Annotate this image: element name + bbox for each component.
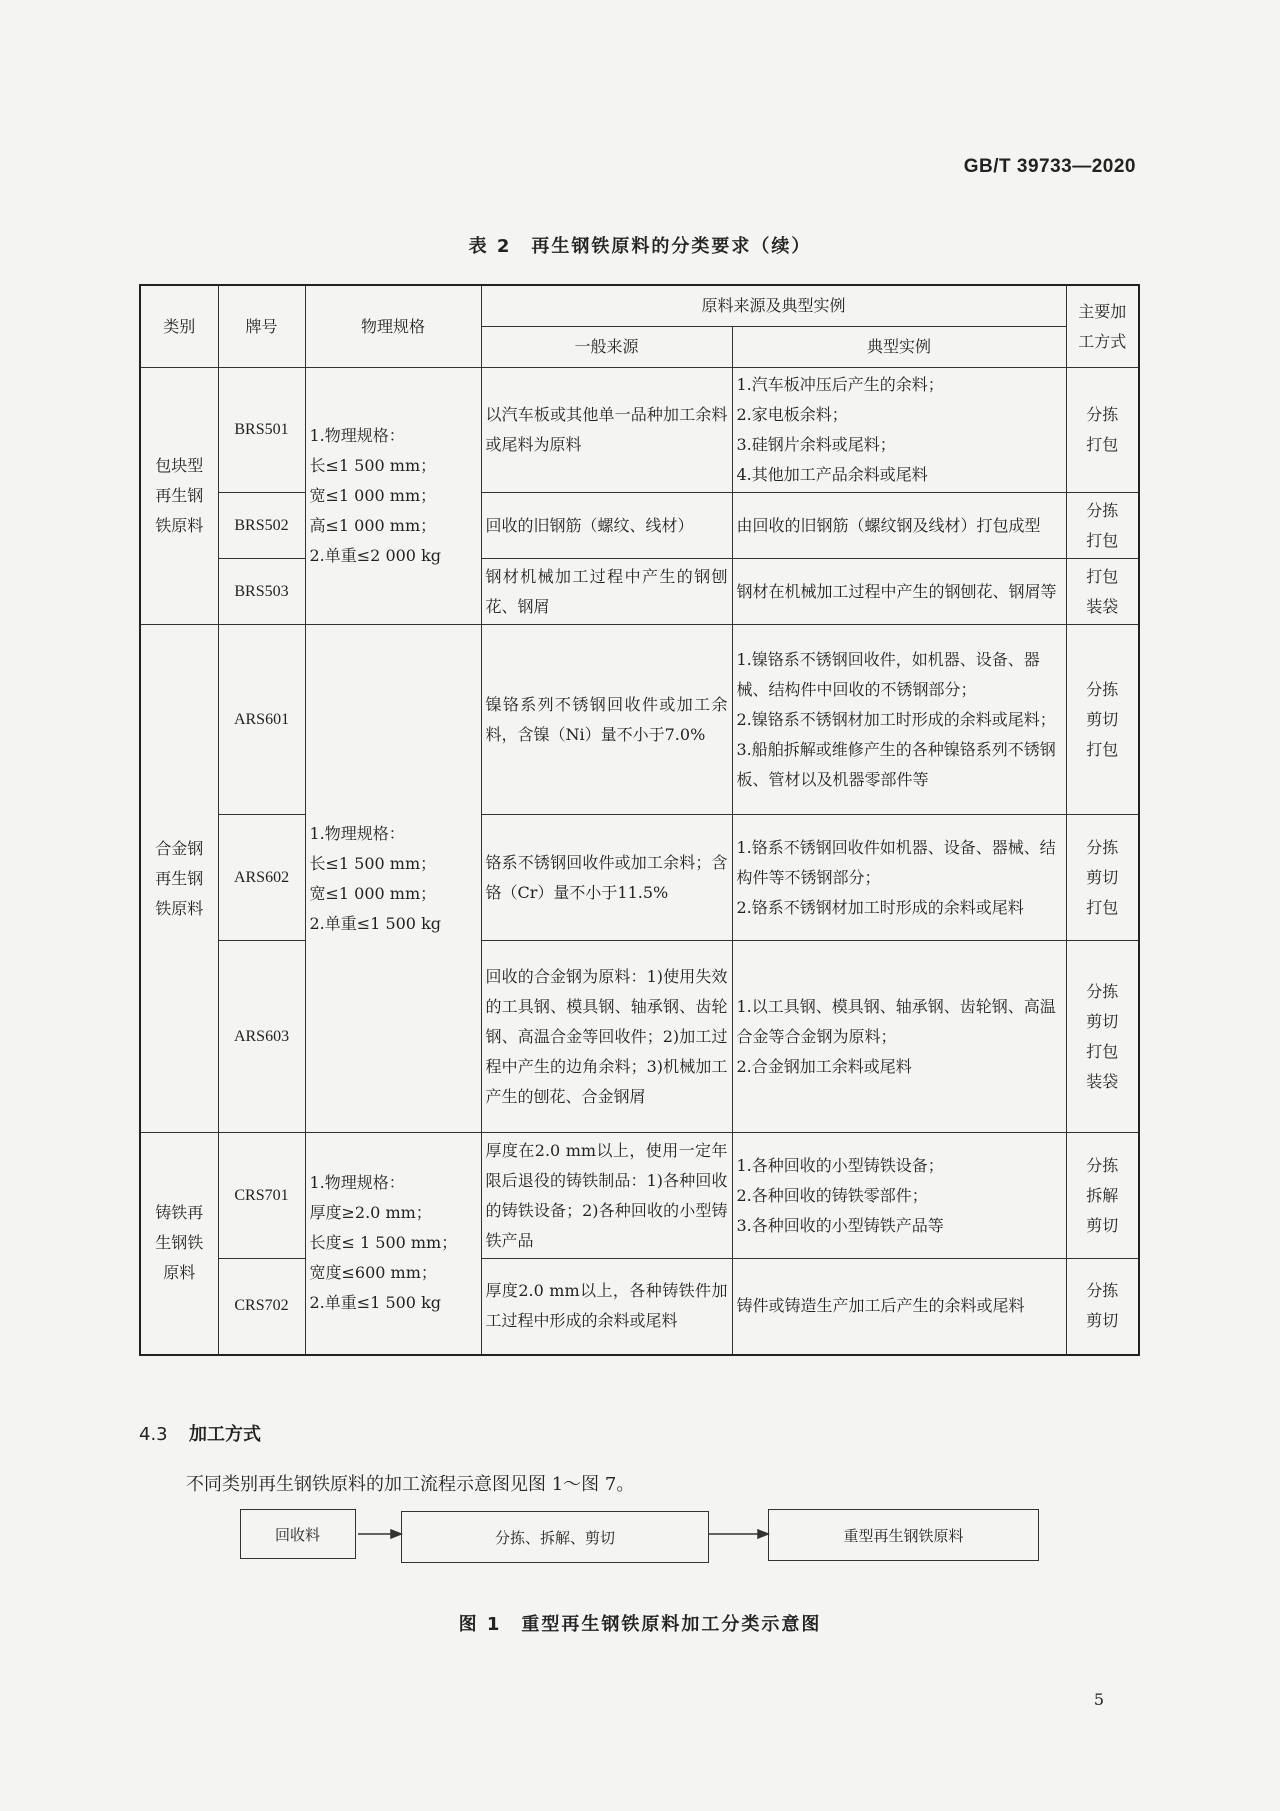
- example-line: 2.各种回收的铸铁零部件；: [736, 1185, 928, 1205]
- category-line: 生钢铁: [155, 1233, 204, 1253]
- example-line: 3.船舶拆解或维修产生的各种镍铬系列不锈钢板、管材以及机器零部件等: [736, 739, 1056, 789]
- spec-line: 宽度≤600 mm；: [309, 1263, 437, 1283]
- section-number: 4.3: [139, 1424, 168, 1445]
- page-number: 5: [1093, 1690, 1104, 1709]
- spec-line: 长度≤ 1 500 mm；: [309, 1233, 458, 1253]
- general-source-cell: 镍铬系列不锈钢回收件或加工余料，含镍（Ni）量不小于7.0%: [481, 625, 732, 815]
- flow-step-sort-dismantle-cut: 分拣、拆解、剪切: [401, 1511, 709, 1563]
- general-source-cell: 以汽车板或其他单一品种加工余料或尾料为原料: [481, 368, 732, 493]
- processing-line: 打包: [1086, 435, 1119, 454]
- spec-line: 宽≤1 000 mm；: [309, 486, 437, 505]
- category-line: 原料: [163, 1263, 196, 1283]
- processing-line: 拆解: [1086, 1185, 1119, 1205]
- general-source-cell: 厚度2.0 mm以上，各种铸铁件加工过程中形成的余料或尾料: [481, 1259, 732, 1355]
- brand-cell: CRS702: [218, 1259, 305, 1355]
- example-cell: 钢材在机械加工过程中产生的钢刨花、钢屑等: [732, 559, 1066, 625]
- flow-step-recycled-material: 回收料: [240, 1509, 356, 1559]
- example-line: 3.各种回收的小型铸铁产品等: [736, 1215, 944, 1235]
- spec-line: 1.物理规格：: [309, 1173, 405, 1193]
- general-source-cell: 回收的合金钢为原料：1)使用失效的工具钢、模具钢、轴承钢、齿轮钢、高温合金等回收件；2)加工过程中产生的边角余料；3)机械加工产生的刨花、合金钢屑: [481, 941, 732, 1133]
- processing-line: 装袋: [1086, 596, 1119, 616]
- example-line: 2.合金钢加工余料或尾料: [736, 1056, 912, 1076]
- processing-line: 分拣: [1086, 981, 1119, 1001]
- header-spec: 物理规格: [305, 285, 481, 368]
- example-line: 1.汽车板冲压后产生的余料；: [736, 375, 944, 394]
- header-category: 类别: [140, 285, 218, 368]
- example-line: 2.铬系不锈钢材加工时形成的余料或尾料: [736, 897, 1024, 917]
- brand-cell: ARS602: [218, 815, 305, 941]
- general-source-cell: 厚度在2.0 mm以上，使用一定年限后退役的铸铁制品：1)各种回收的铸铁设备；2)各种回收的小型铸铁产品: [481, 1133, 732, 1259]
- processing-line: 打包: [1086, 530, 1119, 550]
- spec-line: 宽≤1 000 mm；: [309, 883, 437, 903]
- category-line: 包块型: [155, 456, 204, 475]
- arrow-head-icon: [758, 1530, 768, 1538]
- general-source-cell: 铬系不锈钢回收件或加工余料；含铬（Cr）量不小于11.5%: [481, 815, 732, 941]
- spec-line: 2.单重≤1 500 kg: [309, 1293, 442, 1313]
- example-line: 2.镍铬系不锈钢材加工时形成的余料或尾料；: [736, 709, 1056, 729]
- processing-line: 分拣: [1086, 1281, 1119, 1301]
- example-cell: 由回收的旧钢筋（螺纹钢及线材）打包成型: [732, 493, 1066, 559]
- example-line: 1.铬系不锈钢回收件如机器、设备、器械、结构件等不锈钢部分；: [736, 837, 1056, 887]
- header-source-group: 原料来源及典型实例: [481, 285, 1066, 327]
- example-line: 1.镍铬系不锈钢回收件，如机器、设备、器械、结构件中回收的不锈钢部分；: [736, 649, 1040, 699]
- processing-line: 剪切: [1086, 1215, 1119, 1235]
- general-source-cell: 回收的旧钢筋（螺纹、线材）: [481, 493, 732, 559]
- general-source-cell: 钢材机械加工过程中产生的钢刨花、钢屑: [481, 559, 732, 625]
- spec-line: 2.单重≤2 000 kg: [309, 546, 442, 565]
- arrow-head-icon: [391, 1530, 401, 1538]
- processing-line: 装袋: [1086, 1071, 1119, 1091]
- section-title: 加工方式: [189, 1424, 261, 1445]
- brand-cell: BRS502: [218, 493, 305, 559]
- processing-line: 分拣: [1086, 837, 1119, 857]
- brand-cell: BRS501: [218, 368, 305, 493]
- processing-line: 剪切: [1086, 1311, 1119, 1331]
- example-line: 2.家电板余料；: [736, 405, 848, 424]
- table-caption: 表 2 再生钢铁原料的分类要求（续）: [468, 236, 812, 257]
- processing-line: 打包: [1086, 1041, 1119, 1061]
- processing-line: 分拣: [1086, 679, 1119, 699]
- standard-number: GB/T 39733—2020: [963, 156, 1136, 177]
- spec-line: 1.物理规格：: [309, 426, 405, 445]
- processing-line: 打包: [1086, 897, 1119, 917]
- processing-line: 剪切: [1086, 709, 1119, 729]
- spec-line: 长≤1 500 mm；: [309, 456, 437, 475]
- flow-step-heavy-scrap: 重型再生钢铁原料: [768, 1509, 1039, 1561]
- brand-cell: ARS601: [218, 625, 305, 815]
- spec-line: 1.物理规格：: [309, 823, 405, 843]
- header-processing-line: 主要加: [1078, 301, 1127, 321]
- category-line: 铸铁再: [155, 1203, 204, 1223]
- category-line: 合金钢: [155, 838, 204, 858]
- processing-line: 分拣: [1086, 405, 1119, 424]
- header-general-source: 一般来源: [481, 327, 732, 368]
- figure-caption: 图 1 重型再生钢铁原料加工分类示意图: [458, 1614, 822, 1635]
- processing-line: 剪切: [1086, 867, 1119, 887]
- category-line: 再生钢: [155, 486, 204, 505]
- header-typical-example: 典型实例: [732, 327, 1066, 368]
- category-line: 铁原料: [155, 516, 204, 535]
- processing-line: 分拣: [1086, 500, 1119, 520]
- processing-line: 打包: [1086, 566, 1119, 586]
- header-processing-line: 工方式: [1078, 331, 1127, 351]
- header-brand: 牌号: [218, 285, 305, 368]
- processing-line: 打包: [1086, 739, 1119, 759]
- category-line: 再生钢: [155, 868, 204, 888]
- spec-line: 高≤1 000 mm；: [309, 516, 437, 535]
- processing-line: 分拣: [1086, 1155, 1119, 1175]
- spec-line: 长≤1 500 mm；: [309, 853, 437, 873]
- brand-cell: CRS701: [218, 1133, 305, 1259]
- processing-line: 剪切: [1086, 1011, 1119, 1031]
- spec-line: 2.单重≤1 500 kg: [309, 913, 442, 933]
- example-line: 1.各种回收的小型铸铁设备；: [736, 1155, 944, 1175]
- section-paragraph: 不同类别再生钢铁原料的加工流程示意图见图 1～图 7。: [186, 1474, 635, 1495]
- category-line: 铁原料: [155, 898, 204, 918]
- spec-line: 厚度≥2.0 mm；: [309, 1203, 432, 1223]
- brand-cell: BRS503: [218, 559, 305, 625]
- example-line: 4.其他加工产品余料或尾料: [736, 465, 928, 484]
- example-cell: 铸件或铸造生产加工后产生的余料或尾料: [732, 1259, 1066, 1355]
- example-line: 1.以工具钢、模具钢、轴承钢、齿轮钢、高温合金等合金钢为原料；: [736, 996, 1056, 1046]
- brand-cell: ARS603: [218, 941, 305, 1133]
- example-line: 3.硅钢片余料或尾料；: [736, 435, 896, 454]
